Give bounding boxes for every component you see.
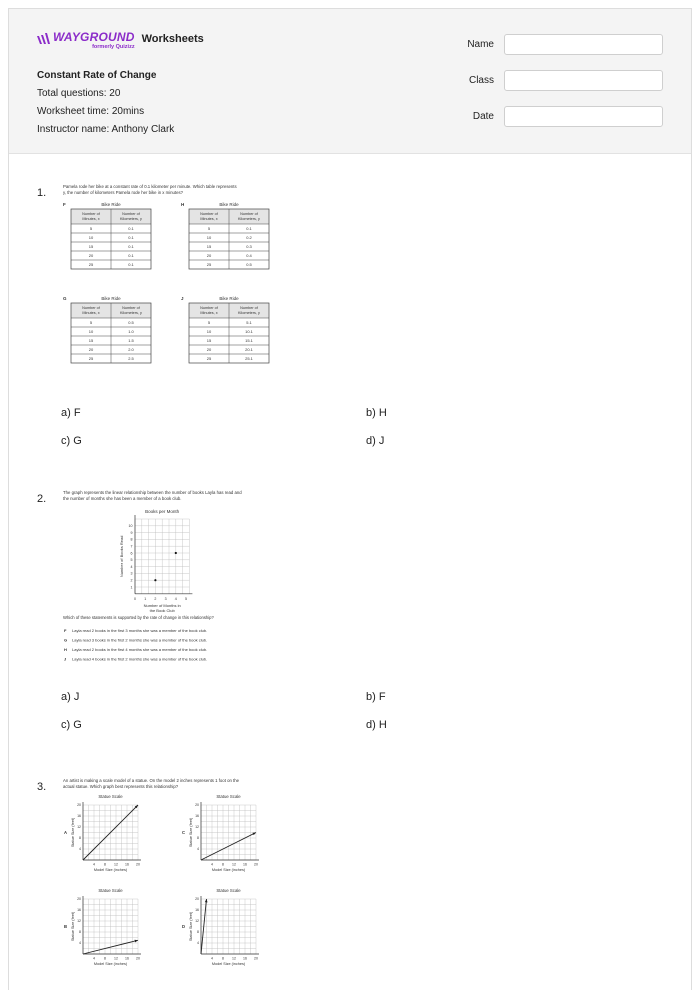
y-tick-label: 10 [128,524,133,529]
table-cell: 5.1 [246,320,252,325]
table-cell: 0.1 [128,262,134,267]
question-stem-line: An artist is making a scale model of a statue. On the model 2 inches represents 1 foot on the [63,778,240,783]
data-table-J [181,296,269,363]
table-cell: 15 [88,244,94,249]
y-tick-label: 8 [130,537,133,542]
x-tick-label: 8 [104,956,106,961]
table-cell: 10 [88,235,94,240]
question-number: 1. [37,187,47,199]
y-tick-label: 20 [77,897,81,902]
graph-letter: A [64,830,68,835]
brand-logo [37,31,204,50]
y-tick-label: 8 [197,930,199,935]
y-tick-label: 8 [197,836,199,841]
question-stem-line: The graph represents the linear relationship between the number of books Layla has read and [63,490,242,495]
option-b[interactable]: b) H [366,407,387,419]
y-tick-label: 16 [195,908,199,913]
y-tick-label: 9 [130,530,133,535]
x-axis-label: Model Size (inches) [211,868,246,872]
choice-text: Layla read 3 books in the first 2 months she was a member of the book club. [72,637,208,643]
x-tick-label: 8 [222,956,224,961]
table-header-cell: Number of [240,306,258,310]
brand-subtitle: formerly Quizizz [92,44,135,50]
brand-name: WAYGROUND [53,30,135,44]
table-letter: H [181,202,185,207]
y-tick-label: 5 [130,558,133,563]
y-tick-label: 2 [130,578,133,583]
scale-graph-D [182,888,259,966]
table-cell: 0.2 [246,235,252,240]
y-tick-label: 16 [195,814,199,819]
x-tick-label: 16 [125,862,129,867]
class-field[interactable] [504,70,663,91]
table-cell: 0.4 [246,253,252,258]
table-header-cell: Number of [82,212,100,216]
table-cell: 20.1 [245,347,253,352]
table-header-cell: Minutes, x [82,311,100,315]
scale-graph-A [64,794,141,872]
table-header-cell: Minutes, x [200,311,218,315]
table-header-cell: Kilometers, y [120,311,142,315]
table-cell: 0.3 [246,244,252,249]
choice-letter: J [64,656,67,662]
question-prompt: Which of these statements is supported by the rate of change in this relationship? [63,615,214,620]
question-stem-line: the number of months she has been a member of a book club. [63,496,182,501]
instructor-name: Instructor name: Anthony Clark [37,124,175,135]
table-cell: 25 [206,356,212,361]
y-tick-label: 16 [77,908,81,913]
option-c[interactable]: c) G [61,435,82,447]
table-cell: 15 [88,338,94,343]
choice-letter: H [64,647,67,652]
table-header-cell: Kilometers, y [120,217,142,221]
x-tick-label: 8 [104,862,106,867]
table-title: Bike Ride [101,296,121,301]
y-tick-label: 8 [79,836,81,841]
y-tick-label: 20 [195,803,199,808]
question-stem-line: y, the number of kilometers Pamela rode her bike in x minutes? [63,190,184,195]
table-cell: 2.5 [128,356,134,361]
x-axis-label: Model Size (inches) [93,962,128,966]
table-letter: F [63,202,66,207]
app-title: Worksheets [141,33,204,45]
table-cell: 15 [206,338,212,343]
data-point [154,579,156,581]
y-tick-label: 4 [197,847,199,852]
table-cell: 0.5 [246,262,252,267]
x-tick-label: 16 [243,862,247,867]
x-axis-label: the Book Club [149,607,175,613]
y-axis-label: Statue Size (feet) [71,911,75,942]
y-tick-label: 7 [130,544,133,549]
x-tick-label: 12 [232,956,236,961]
table-title: Bike Ride [219,296,239,301]
table-header-cell: Number of [82,306,100,310]
date-field[interactable] [504,106,663,127]
question-3 [37,771,667,990]
table-cell: 10 [206,235,212,240]
x-tick-label: 1 [144,596,147,601]
x-tick-label: 12 [114,862,118,867]
question-1 [37,177,667,467]
y-tick-label: 12 [77,919,81,924]
table-title: Bike Ride [219,202,239,207]
table-cell: 5 [89,320,93,325]
graph-letter: D [182,924,186,929]
question-3-figure [61,771,301,976]
x-axis-label: Number of Months in [143,602,181,608]
worksheet-title: Constant Rate of Change [37,70,157,81]
table-header-cell: Minutes, x [200,217,218,221]
wayground-logo-icon [37,33,51,45]
option-d[interactable]: d) J [366,435,385,447]
question-1-figure [61,177,291,377]
table-cell: 10.1 [245,329,253,334]
x-tick-label: 4 [211,956,213,961]
x-axis-label: Model Size (inches) [211,962,246,966]
table-cell: 20 [206,347,212,352]
table-cell: 25 [88,356,94,361]
table-header-cell: Number of [240,212,258,216]
data-table-H [181,202,269,269]
table-cell: 10 [206,329,212,334]
table-header-cell: Number of [200,306,218,310]
question-number: 2. [37,493,47,505]
table-header-cell: Minutes, x [82,217,100,221]
table-cell: 10 [88,329,94,334]
question-stem-line: Pamela rode her bike at a constant rate of 0.1 kilometer per minute. Which table represents [63,184,237,189]
worksheet-time: Worksheet time: 20mins [37,106,145,117]
table-cell: 1.0 [128,329,134,334]
graph-title: Books per Month [145,509,180,514]
table-cell: 5 [207,226,211,231]
question-stem-line: actual statue. Which graph best represents this relationship? [63,784,179,789]
y-tick-label: 6 [130,551,133,556]
table-cell: 0.1 [128,235,134,240]
choice-letter: G [64,637,68,643]
y-tick-label: 16 [77,814,81,819]
question-2 [37,483,667,753]
y-axis-label: Number of Books Read [119,535,124,578]
y-tick-label: 12 [77,825,81,830]
table-cell: 20 [88,347,94,352]
y-tick-label: 20 [77,803,81,808]
graph-title: Statue Scale [216,888,241,893]
table-cell: 0.5 [128,320,134,325]
table-cell: 15 [206,244,212,249]
y-tick-label: 3 [130,571,133,576]
y-axis-label: Statue Size (feet) [71,817,75,848]
option-b[interactable]: b) F [366,691,386,703]
y-tick-label: 8 [79,930,81,935]
choice-letter: F [64,628,67,633]
table-cell: 0.1 [128,226,134,231]
x-tick-label: 4 [93,862,95,867]
worksheet-header [9,9,691,154]
option-a[interactable]: a) F [61,407,81,419]
x-tick-label: 3 [164,596,167,601]
x-axis-label: Model Size (inches) [93,868,128,872]
option-d[interactable]: d) H [366,719,387,731]
x-tick-label: 16 [243,956,247,961]
data-table-G [63,296,151,363]
y-tick-label: 4 [197,941,199,946]
date-label: Date [472,111,494,122]
worksheet-meta [37,67,174,139]
table-header-cell: Kilometers, y [238,217,260,221]
x-tick-label: 12 [114,956,118,961]
table-cell: 1.5 [128,338,134,343]
x-tick-label: 8 [222,862,224,867]
choice-text: Layla read 2 books in the first 3 months she was a member of the book club. [72,628,208,633]
table-cell: 0.1 [128,253,134,258]
y-axis-label: Statue Size (feet) [189,911,193,942]
y-tick-label: 12 [195,825,199,830]
x-tick-label: 5 [185,596,187,601]
table-cell: 25.1 [245,356,253,361]
scale-graph-C [182,794,259,872]
name-field[interactable] [504,34,663,55]
x-tick-label: 20 [136,956,140,961]
name-label: Name [467,39,494,50]
total-questions: Total questions: 20 [37,88,121,99]
choice-text: Layla read 4 books in the first 2 months she was a member of the book club. [72,656,208,662]
choice-text: Layla read 2 books in the first 4 months she was a member of the book club. [72,647,208,652]
table-cell: 20 [206,253,212,258]
y-tick-label: 4 [79,941,81,946]
question-2-figure [61,483,291,663]
graph-title: Statue Scale [98,794,123,799]
y-tick-label: 12 [195,919,199,924]
x-tick-label: 4 [174,596,177,601]
x-tick-label: 20 [254,956,258,961]
x-tick-label: 4 [93,956,95,961]
table-header-cell: Kilometers, y [238,311,260,315]
table-cell: 20 [88,253,94,258]
x-tick-label: 2 [154,596,157,601]
x-tick-label: 4 [211,862,213,867]
x-tick-label: 16 [125,956,129,961]
student-fields [467,34,663,142]
table-cell: 0.1 [246,226,252,231]
option-c[interactable]: c) G [61,719,82,731]
x-tick-label: 20 [136,862,140,867]
table-header-cell: Number of [122,212,140,216]
data-point [175,552,177,554]
data-table-F [63,202,151,269]
table-title: Bike Ride [101,202,121,207]
x-tick-label: 20 [254,862,258,867]
option-a[interactable]: a) J [61,691,80,703]
class-label: Class [468,75,494,86]
graph-letter: B [64,924,68,929]
y-tick-label: 4 [79,847,81,852]
table-cell: 0.1 [128,244,134,249]
y-tick-label: 20 [195,897,199,902]
table-letter: J [181,296,184,301]
graph-title: Statue Scale [216,794,241,799]
worksheet [8,8,692,990]
y-tick-label: 4 [130,564,133,569]
table-cell: 2.0 [128,347,134,352]
scale-graph-B [64,888,141,966]
table-cell: 5 [89,226,93,231]
table-header-cell: Number of [122,306,140,310]
x-tick-label: 0 [134,596,136,601]
graph-letter: C [182,830,186,835]
table-cell: 15.1 [245,338,253,343]
y-axis-label: Statue Size (feet) [189,817,193,848]
question-number: 3. [37,781,47,793]
graph-title: Statue Scale [98,888,123,893]
y-tick-label: 1 [130,585,133,590]
table-cell: 5 [207,320,211,325]
table-header-cell: Number of [200,212,218,216]
table-cell: 25 [206,262,212,267]
x-tick-label: 12 [232,862,236,867]
table-cell: 25 [88,262,94,267]
table-letter: G [63,296,67,301]
